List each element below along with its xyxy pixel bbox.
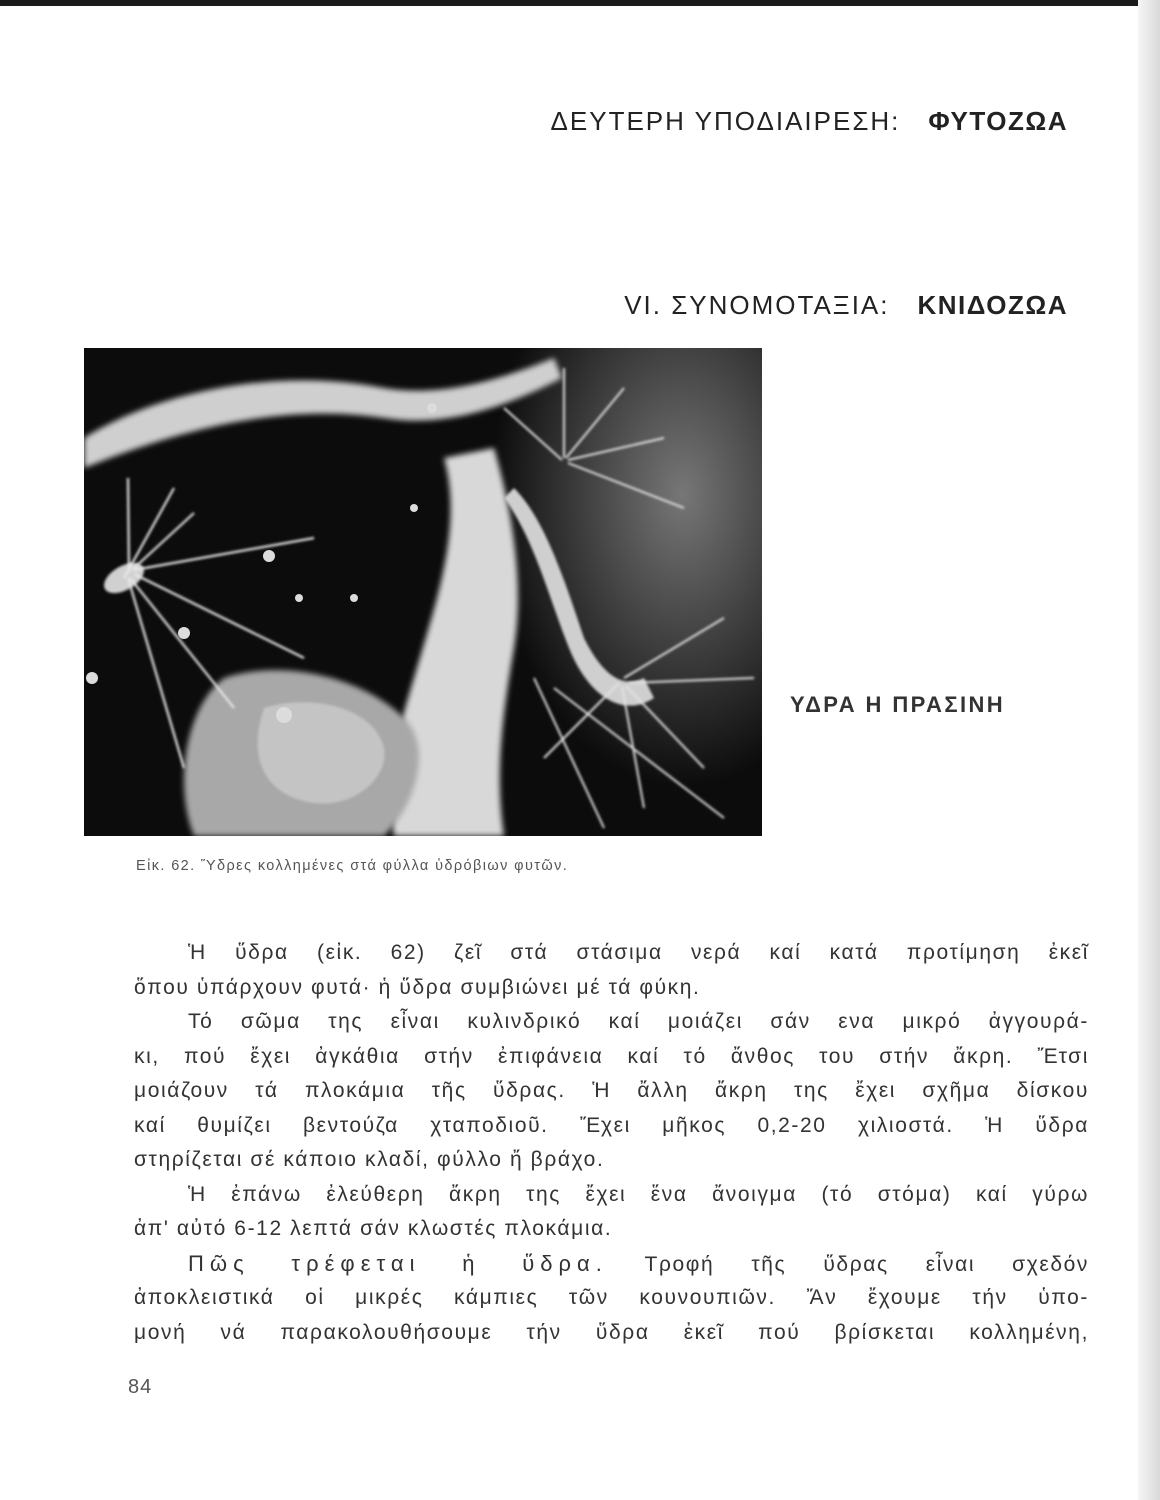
- phylum-label: VI. ΣΥΝΟΜΟΤΑΞΙΑ:: [624, 290, 890, 320]
- text-line: μονή νά παρακολουθήσουμε τήν ὕδρα ἐκεῖ πού βρίσκεται κολλημένη,: [134, 1320, 1089, 1344]
- page-number: 84: [128, 1376, 153, 1398]
- page-right-edge-shadow: [1138, 0, 1160, 1500]
- text-line: κι, πού ἔχει ἀγκάθια στήν ἐπιφάνεια καί τό ἄνθος του στήν ἄκρη. Ἔτσι: [134, 1044, 1089, 1068]
- subdivision-heading: [551, 106, 1068, 137]
- text-line-rest: Τροφή τῆς ὕδρας εἶναι σχεδόν: [644, 1252, 1089, 1276]
- text-line: στηρίζεται σέ κάποιο κλαδί, φύλλο ἤ βράχο.: [134, 1148, 605, 1171]
- text-line: Τό σῶμα της εἶναι κυλινδρικό καί μοιάζει σάν ενα μικρό ἀγγουρά-: [188, 1010, 1089, 1033]
- text-line: ἀπ' αὐτό 6-12 λεπτά σάν κλωστές πλοκάμια.: [134, 1217, 613, 1240]
- text-line: Ἡ ὕδρα (εἰκ. 62) ζεῖ στά στάσιμα νερά καί κατά προτίμηση ἐκεῖ: [188, 941, 1089, 964]
- body-text: [134, 936, 1089, 1350]
- text-line: ἀποκλειστικά οἱ μικρές κάμπιες τῶν κουνουπιῶν. Ἄν ἔχουμε τήν ὑπο-: [134, 1286, 1089, 1309]
- text-line: ὅπου ὑπάρχουν φυτά· ἡ ὕδρα συμβιώνει μέ τά φύκη.: [134, 975, 701, 999]
- phylum-heading: [624, 290, 1068, 321]
- page-top-edge: [0, 0, 1160, 6]
- text-line: Ἡ ἐπάνω ἐλεύθερη ἄκρη της ἔχει ἕνα ἄνοιγμα (τό στόμα) καί γύρω: [188, 1182, 1089, 1206]
- subdivision-label: ΔΕΥΤΕΡΗ ΥΠΟΔΙΑΙΡΕΣΗ:: [550, 106, 901, 136]
- phylum-name: ΚΝΙΔΟΖΩΑ: [917, 290, 1068, 320]
- text-line-with-heading: [134, 1247, 1089, 1282]
- text-line: καί θυμίζει βεντούζα χταποδιοῦ. Ἔχει μῆκος 0,2-20 χιλιοστά. Ἡ ὕδρα: [134, 1113, 1089, 1137]
- figure-caption: Εἰκ. 62. Ὕδρες κολλημένες στά φύλλα ὑδρόβιων φυτῶν.: [136, 858, 569, 874]
- hydra-photograph: [84, 348, 762, 836]
- subdivision-name: ΦΥΤΟΖΩΑ: [928, 106, 1068, 136]
- text-line: μοιάζουν τά πλοκάμια τῆς ὕδρας. Ἡ ἄλλη ἄκρη της ἔχει σχῆμα δίσκου: [134, 1079, 1089, 1102]
- inline-section-heading: Πῶς τρέφεται ἡ ὕδρα.: [188, 1250, 608, 1276]
- species-label: ΥΔΡΑ Η ΠΡΑΣΙΝΗ: [790, 692, 1006, 717]
